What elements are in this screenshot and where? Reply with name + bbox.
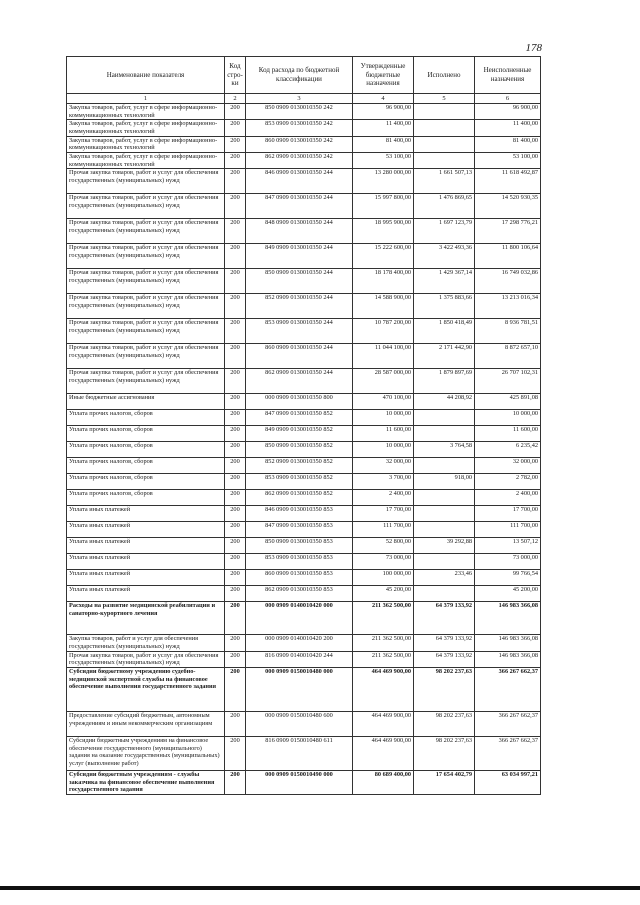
row-approved: 81 400,00 bbox=[353, 136, 414, 152]
row-name: Уплата иных платежей bbox=[67, 506, 225, 522]
row-budget-code: 850 0909 0130010350 244 bbox=[246, 269, 353, 294]
row-unexecuted: 11 800 106,64 bbox=[475, 244, 541, 269]
row-approved: 18 995 900,00 bbox=[353, 219, 414, 244]
row-unexecuted: 17 700,00 bbox=[475, 506, 541, 522]
row-executed bbox=[414, 506, 475, 522]
row-unexecuted: 53 100,00 bbox=[475, 153, 541, 169]
row-name: Уплата прочих налогов, сборов bbox=[67, 490, 225, 506]
row-budget-code: 862 0909 0130010350 244 bbox=[246, 369, 353, 394]
row-budget-code: 000 0909 0140010420 200 bbox=[246, 635, 353, 651]
table-row bbox=[67, 737, 541, 771]
row-unexecuted: 26 707 102,31 bbox=[475, 369, 541, 394]
row-executed: 1 697 123,79 bbox=[414, 219, 475, 244]
row-approved: 211 362 500,00 bbox=[353, 651, 414, 667]
header-name: Наименование показателя bbox=[67, 57, 225, 94]
row-executed: 64 379 133,92 bbox=[414, 602, 475, 635]
row-approved: 2 400,00 bbox=[353, 490, 414, 506]
row-unexecuted: 11 400,00 bbox=[475, 120, 541, 136]
row-budget-code: 846 0909 0130010350 853 bbox=[246, 506, 353, 522]
row-budget-code: 853 0909 0130010350 852 bbox=[246, 474, 353, 490]
row-unexecuted: 14 520 930,35 bbox=[475, 194, 541, 219]
row-unexecuted: 17 298 776,21 bbox=[475, 219, 541, 244]
row-line-code: 200 bbox=[225, 442, 246, 458]
table-row bbox=[67, 219, 541, 244]
row-approved: 28 587 000,00 bbox=[353, 369, 414, 394]
row-name: Закупка товаров, работ, услуг в сфере информационно-коммуникационных технологий bbox=[67, 153, 225, 169]
table-row bbox=[67, 586, 541, 602]
table-row bbox=[67, 394, 541, 410]
row-executed bbox=[414, 554, 475, 570]
row-approved: 10 000,00 bbox=[353, 410, 414, 426]
row-approved: 80 689 400,00 bbox=[353, 771, 414, 795]
row-budget-code: 860 0909 0130010350 853 bbox=[246, 570, 353, 586]
row-executed: 1 375 883,66 bbox=[414, 294, 475, 319]
row-line-code: 200 bbox=[225, 602, 246, 635]
row-name: Уплата иных платежей bbox=[67, 570, 225, 586]
row-budget-code: 852 0909 0130010350 244 bbox=[246, 294, 353, 319]
row-budget-code: 000 0909 0130010350 800 bbox=[246, 394, 353, 410]
table-row bbox=[67, 635, 541, 651]
row-approved: 17 700,00 bbox=[353, 506, 414, 522]
row-approved: 14 588 900,00 bbox=[353, 294, 414, 319]
row-line-code: 200 bbox=[225, 319, 246, 344]
table-row bbox=[67, 570, 541, 586]
row-approved: 11 044 100,00 bbox=[353, 344, 414, 369]
row-budget-code: 853 0909 0130010350 853 bbox=[246, 554, 353, 570]
row-executed: 1 661 507,13 bbox=[414, 169, 475, 194]
table-row bbox=[67, 602, 541, 635]
row-name: Уплата иных платежей bbox=[67, 554, 225, 570]
row-name: Закупка товаров, работ, услуг в сфере информационно-коммуникационных технологий bbox=[67, 104, 225, 120]
row-executed: 98 202 237,63 bbox=[414, 712, 475, 737]
row-line-code: 200 bbox=[225, 474, 246, 490]
table-row bbox=[67, 522, 541, 538]
row-executed bbox=[414, 120, 475, 136]
row-name: Уплата прочих налогов, сборов bbox=[67, 458, 225, 474]
row-approved: 32 000,00 bbox=[353, 458, 414, 474]
row-budget-code: 849 0909 0130010350 852 bbox=[246, 426, 353, 442]
row-line-code: 200 bbox=[225, 490, 246, 506]
row-budget-code: 862 0909 0130010350 852 bbox=[246, 490, 353, 506]
row-budget-code: 000 0909 0150010490 000 bbox=[246, 771, 353, 795]
row-unexecuted: 16 749 032,86 bbox=[475, 269, 541, 294]
column-number: 5 bbox=[414, 94, 475, 104]
row-approved: 15 997 800,00 bbox=[353, 194, 414, 219]
table-row bbox=[67, 442, 541, 458]
row-approved: 111 700,00 bbox=[353, 522, 414, 538]
table-row bbox=[67, 506, 541, 522]
row-line-code: 200 bbox=[225, 506, 246, 522]
row-name: Иные бюджетные ассигнования bbox=[67, 394, 225, 410]
row-budget-code: 860 0909 0130010350 242 bbox=[246, 136, 353, 152]
row-executed bbox=[414, 153, 475, 169]
row-budget-code: 853 0909 0130010350 242 bbox=[246, 120, 353, 136]
table-row bbox=[67, 538, 541, 554]
row-approved: 11 400,00 bbox=[353, 120, 414, 136]
row-executed bbox=[414, 458, 475, 474]
row-name: Закупка товаров, работ, услуг в сфере информационно-коммуникационных технологий bbox=[67, 120, 225, 136]
row-unexecuted: 8 872 657,10 bbox=[475, 344, 541, 369]
row-approved: 52 800,00 bbox=[353, 538, 414, 554]
table-row bbox=[67, 194, 541, 219]
row-budget-code: 862 0909 0130010350 853 bbox=[246, 586, 353, 602]
row-executed: 39 292,88 bbox=[414, 538, 475, 554]
row-name: Закупка товаров, работ и услуг для обеспечения государственных (муниципальных) нужд bbox=[67, 635, 225, 651]
row-budget-code: 853 0909 0130010350 244 bbox=[246, 319, 353, 344]
table-row bbox=[67, 426, 541, 442]
row-name: Субсидии бюджетным учреждениям на финансовое обеспечение государственного (муниципального) задания на оказание государственных (муниципальных) услуг (выполнение работ) bbox=[67, 737, 225, 771]
table-row bbox=[67, 668, 541, 712]
row-line-code: 200 bbox=[225, 712, 246, 737]
row-line-code: 200 bbox=[225, 570, 246, 586]
table-row bbox=[67, 651, 541, 667]
row-unexecuted: 366 267 662,37 bbox=[475, 668, 541, 712]
row-name: Прочая закупка товаров, работ и услуг для обеспечения государственных (муниципальных) нужд bbox=[67, 194, 225, 219]
row-line-code: 200 bbox=[225, 635, 246, 651]
row-name: Расходы на развитие медицинской реабилитации и санаторно-курортного лечения bbox=[67, 602, 225, 635]
row-unexecuted: 11 600,00 bbox=[475, 426, 541, 442]
row-budget-code: 852 0909 0130010350 852 bbox=[246, 458, 353, 474]
row-approved: 100 000,00 bbox=[353, 570, 414, 586]
row-line-code: 200 bbox=[225, 169, 246, 194]
row-executed: 1 476 869,65 bbox=[414, 194, 475, 219]
row-unexecuted: 11 618 492,87 bbox=[475, 169, 541, 194]
row-line-code: 200 bbox=[225, 771, 246, 795]
row-name: Прочая закупка товаров, работ и услуг для обеспечения государственных (муниципальных) нужд bbox=[67, 651, 225, 667]
row-budget-code: 000 0909 0140010420 000 bbox=[246, 602, 353, 635]
table-row bbox=[67, 319, 541, 344]
header-line-code: Код стро-ки bbox=[225, 57, 246, 94]
row-name: Закупка товаров, работ, услуг в сфере информационно-коммуникационных технологий bbox=[67, 136, 225, 152]
table-row bbox=[67, 474, 541, 490]
row-approved: 211 362 500,00 bbox=[353, 635, 414, 651]
row-unexecuted: 32 000,00 bbox=[475, 458, 541, 474]
row-approved: 53 100,00 bbox=[353, 153, 414, 169]
row-approved: 470 100,00 bbox=[353, 394, 414, 410]
row-executed: 1 879 897,69 bbox=[414, 369, 475, 394]
row-approved: 10 787 200,00 bbox=[353, 319, 414, 344]
table-body bbox=[67, 104, 541, 795]
row-name: Прочая закупка товаров, работ и услуг для обеспечения государственных (муниципальных) нужд bbox=[67, 294, 225, 319]
row-executed: 64 379 133,92 bbox=[414, 651, 475, 667]
row-line-code: 200 bbox=[225, 153, 246, 169]
row-unexecuted: 2 400,00 bbox=[475, 490, 541, 506]
row-executed bbox=[414, 136, 475, 152]
table-row bbox=[67, 294, 541, 319]
row-budget-code: 850 0909 0130010350 853 bbox=[246, 538, 353, 554]
row-executed: 233,46 bbox=[414, 570, 475, 586]
row-budget-code: 816 0909 0140010420 244 bbox=[246, 651, 353, 667]
row-executed bbox=[414, 586, 475, 602]
row-name: Уплата прочих налогов, сборов bbox=[67, 410, 225, 426]
table-row bbox=[67, 458, 541, 474]
row-budget-code: 847 0909 0130010350 244 bbox=[246, 194, 353, 219]
row-line-code: 200 bbox=[225, 219, 246, 244]
row-unexecuted: 146 983 366,08 bbox=[475, 651, 541, 667]
row-unexecuted: 111 700,00 bbox=[475, 522, 541, 538]
column-number-row bbox=[67, 94, 541, 104]
page-number: 178 bbox=[525, 42, 542, 54]
table-row bbox=[67, 153, 541, 169]
row-unexecuted: 96 900,00 bbox=[475, 104, 541, 120]
budget-execution-table bbox=[66, 56, 541, 795]
row-executed: 1 429 367,14 bbox=[414, 269, 475, 294]
row-approved: 13 280 000,00 bbox=[353, 169, 414, 194]
row-line-code: 200 bbox=[225, 104, 246, 120]
row-unexecuted: 10 000,00 bbox=[475, 410, 541, 426]
row-approved: 11 600,00 bbox=[353, 426, 414, 442]
row-line-code: 200 bbox=[225, 737, 246, 771]
row-approved: 3 700,00 bbox=[353, 474, 414, 490]
column-number: 6 bbox=[475, 94, 541, 104]
table-row bbox=[67, 344, 541, 369]
row-budget-code: 850 0909 0130010350 852 bbox=[246, 442, 353, 458]
row-line-code: 200 bbox=[225, 269, 246, 294]
row-name: Субсидии бюджетным учреждениям - службы заказчика на финансовое обеспечение выполнения государственного задания bbox=[67, 771, 225, 795]
row-name: Прочая закупка товаров, работ и услуг для обеспечения государственных (муниципальных) нужд bbox=[67, 244, 225, 269]
table-row bbox=[67, 136, 541, 152]
row-unexecuted: 13 507,12 bbox=[475, 538, 541, 554]
row-approved: 10 000,00 bbox=[353, 442, 414, 458]
column-number: 4 bbox=[353, 94, 414, 104]
row-approved: 18 178 400,00 bbox=[353, 269, 414, 294]
row-line-code: 200 bbox=[225, 244, 246, 269]
table-row bbox=[67, 269, 541, 294]
row-executed: 3 422 493,36 bbox=[414, 244, 475, 269]
row-unexecuted: 146 983 366,08 bbox=[475, 635, 541, 651]
row-executed: 918,00 bbox=[414, 474, 475, 490]
table-row bbox=[67, 712, 541, 737]
row-unexecuted: 8 936 781,51 bbox=[475, 319, 541, 344]
row-name: Прочая закупка товаров, работ и услуг для обеспечения государственных (муниципальных) нужд bbox=[67, 269, 225, 294]
row-budget-code: 860 0909 0130010350 244 bbox=[246, 344, 353, 369]
column-number: 3 bbox=[246, 94, 353, 104]
table-row bbox=[67, 490, 541, 506]
row-budget-code: 848 0909 0130010350 244 bbox=[246, 219, 353, 244]
row-line-code: 200 bbox=[225, 668, 246, 712]
header-executed: Исполнено bbox=[414, 57, 475, 94]
row-unexecuted: 6 235,42 bbox=[475, 442, 541, 458]
row-name: Уплата иных платежей bbox=[67, 538, 225, 554]
row-budget-code: 847 0909 0130010350 852 bbox=[246, 410, 353, 426]
row-unexecuted: 73 000,00 bbox=[475, 554, 541, 570]
row-line-code: 200 bbox=[225, 554, 246, 570]
row-unexecuted: 2 782,00 bbox=[475, 474, 541, 490]
row-name: Уплата иных платежей bbox=[67, 586, 225, 602]
row-budget-code: 850 0909 0130010350 242 bbox=[246, 104, 353, 120]
row-name: Субсидии бюджетному учреждению судебно-медицинской экспертной службы на финансовое обеспечение выполнения государственного задания bbox=[67, 668, 225, 712]
row-line-code: 200 bbox=[225, 194, 246, 219]
row-executed: 44 208,92 bbox=[414, 394, 475, 410]
table-row bbox=[67, 554, 541, 570]
header-unexecuted: Неисполненные назначения bbox=[475, 57, 541, 94]
row-executed: 3 764,58 bbox=[414, 442, 475, 458]
column-number: 1 bbox=[67, 94, 225, 104]
row-name: Прочая закупка товаров, работ и услуг для обеспечения государственных (муниципальных) нужд bbox=[67, 344, 225, 369]
row-budget-code: 000 0909 0150010480 600 bbox=[246, 712, 353, 737]
row-approved: 96 900,00 bbox=[353, 104, 414, 120]
row-line-code: 200 bbox=[225, 522, 246, 538]
row-executed: 2 171 442,90 bbox=[414, 344, 475, 369]
row-budget-code: 846 0909 0130010350 244 bbox=[246, 169, 353, 194]
row-name: Прочая закупка товаров, работ и услуг для обеспечения государственных (муниципальных) нужд bbox=[67, 169, 225, 194]
row-budget-code: 862 0909 0130010350 242 bbox=[246, 153, 353, 169]
row-approved: 73 000,00 bbox=[353, 554, 414, 570]
row-line-code: 200 bbox=[225, 136, 246, 152]
row-name: Уплата иных платежей bbox=[67, 522, 225, 538]
row-unexecuted: 81 400,00 bbox=[475, 136, 541, 152]
row-budget-code: 847 0909 0130010350 853 bbox=[246, 522, 353, 538]
row-name: Уплата прочих налогов, сборов bbox=[67, 426, 225, 442]
row-unexecuted: 366 267 662,37 bbox=[475, 737, 541, 771]
row-line-code: 200 bbox=[225, 410, 246, 426]
row-executed: 64 379 133,92 bbox=[414, 635, 475, 651]
row-approved: 211 362 500,00 bbox=[353, 602, 414, 635]
row-executed bbox=[414, 426, 475, 442]
row-executed: 1 850 418,49 bbox=[414, 319, 475, 344]
row-line-code: 200 bbox=[225, 651, 246, 667]
row-unexecuted: 425 891,08 bbox=[475, 394, 541, 410]
row-name: Прочая закупка товаров, работ и услуг для обеспечения государственных (муниципальных) нужд bbox=[67, 319, 225, 344]
row-executed bbox=[414, 410, 475, 426]
row-unexecuted: 63 034 997,21 bbox=[475, 771, 541, 795]
row-line-code: 200 bbox=[225, 458, 246, 474]
row-approved: 464 469 900,00 bbox=[353, 668, 414, 712]
row-name: Уплата прочих налогов, сборов bbox=[67, 474, 225, 490]
row-line-code: 200 bbox=[225, 426, 246, 442]
header-row bbox=[67, 57, 541, 94]
row-executed bbox=[414, 490, 475, 506]
row-executed: 98 202 237,63 bbox=[414, 737, 475, 771]
row-line-code: 200 bbox=[225, 120, 246, 136]
table-row bbox=[67, 104, 541, 120]
row-approved: 45 200,00 bbox=[353, 586, 414, 602]
row-line-code: 200 bbox=[225, 369, 246, 394]
row-unexecuted: 13 213 016,34 bbox=[475, 294, 541, 319]
row-budget-code: 000 0909 0150010480 000 bbox=[246, 668, 353, 712]
table-row bbox=[67, 410, 541, 426]
row-budget-code: 849 0909 0130010350 244 bbox=[246, 244, 353, 269]
row-approved: 15 222 600,00 bbox=[353, 244, 414, 269]
row-approved: 464 469 900,00 bbox=[353, 712, 414, 737]
table-row bbox=[67, 771, 541, 795]
table-row bbox=[67, 244, 541, 269]
row-unexecuted: 146 983 366,08 bbox=[475, 602, 541, 635]
row-name: Прочая закупка товаров, работ и услуг для обеспечения государственных (муниципальных) нужд bbox=[67, 369, 225, 394]
table-row bbox=[67, 120, 541, 136]
scan-bottom-edge bbox=[0, 886, 640, 890]
row-executed bbox=[414, 522, 475, 538]
row-unexecuted: 45 200,00 bbox=[475, 586, 541, 602]
row-name: Уплата прочих налогов, сборов bbox=[67, 442, 225, 458]
column-number: 2 bbox=[225, 94, 246, 104]
header-budget-code: Код расхода по бюджетной классификации bbox=[246, 57, 353, 94]
row-line-code: 200 bbox=[225, 394, 246, 410]
table-row bbox=[67, 169, 541, 194]
row-executed: 98 202 237,63 bbox=[414, 668, 475, 712]
header-approved: Утвержденные бюджетные назначения bbox=[353, 57, 414, 94]
row-executed bbox=[414, 104, 475, 120]
row-budget-code: 816 0909 0150010480 611 bbox=[246, 737, 353, 771]
row-unexecuted: 366 267 662,37 bbox=[475, 712, 541, 737]
row-name: Предоставление субсидий бюджетным, автономным учреждениям и иным некоммерческим организациям bbox=[67, 712, 225, 737]
row-line-code: 200 bbox=[225, 586, 246, 602]
row-line-code: 200 bbox=[225, 344, 246, 369]
row-unexecuted: 99 766,54 bbox=[475, 570, 541, 586]
row-line-code: 200 bbox=[225, 538, 246, 554]
table-row bbox=[67, 369, 541, 394]
row-executed: 17 654 402,79 bbox=[414, 771, 475, 795]
row-approved: 464 469 900,00 bbox=[353, 737, 414, 771]
row-line-code: 200 bbox=[225, 294, 246, 319]
row-name: Прочая закупка товаров, работ и услуг для обеспечения государственных (муниципальных) нужд bbox=[67, 219, 225, 244]
